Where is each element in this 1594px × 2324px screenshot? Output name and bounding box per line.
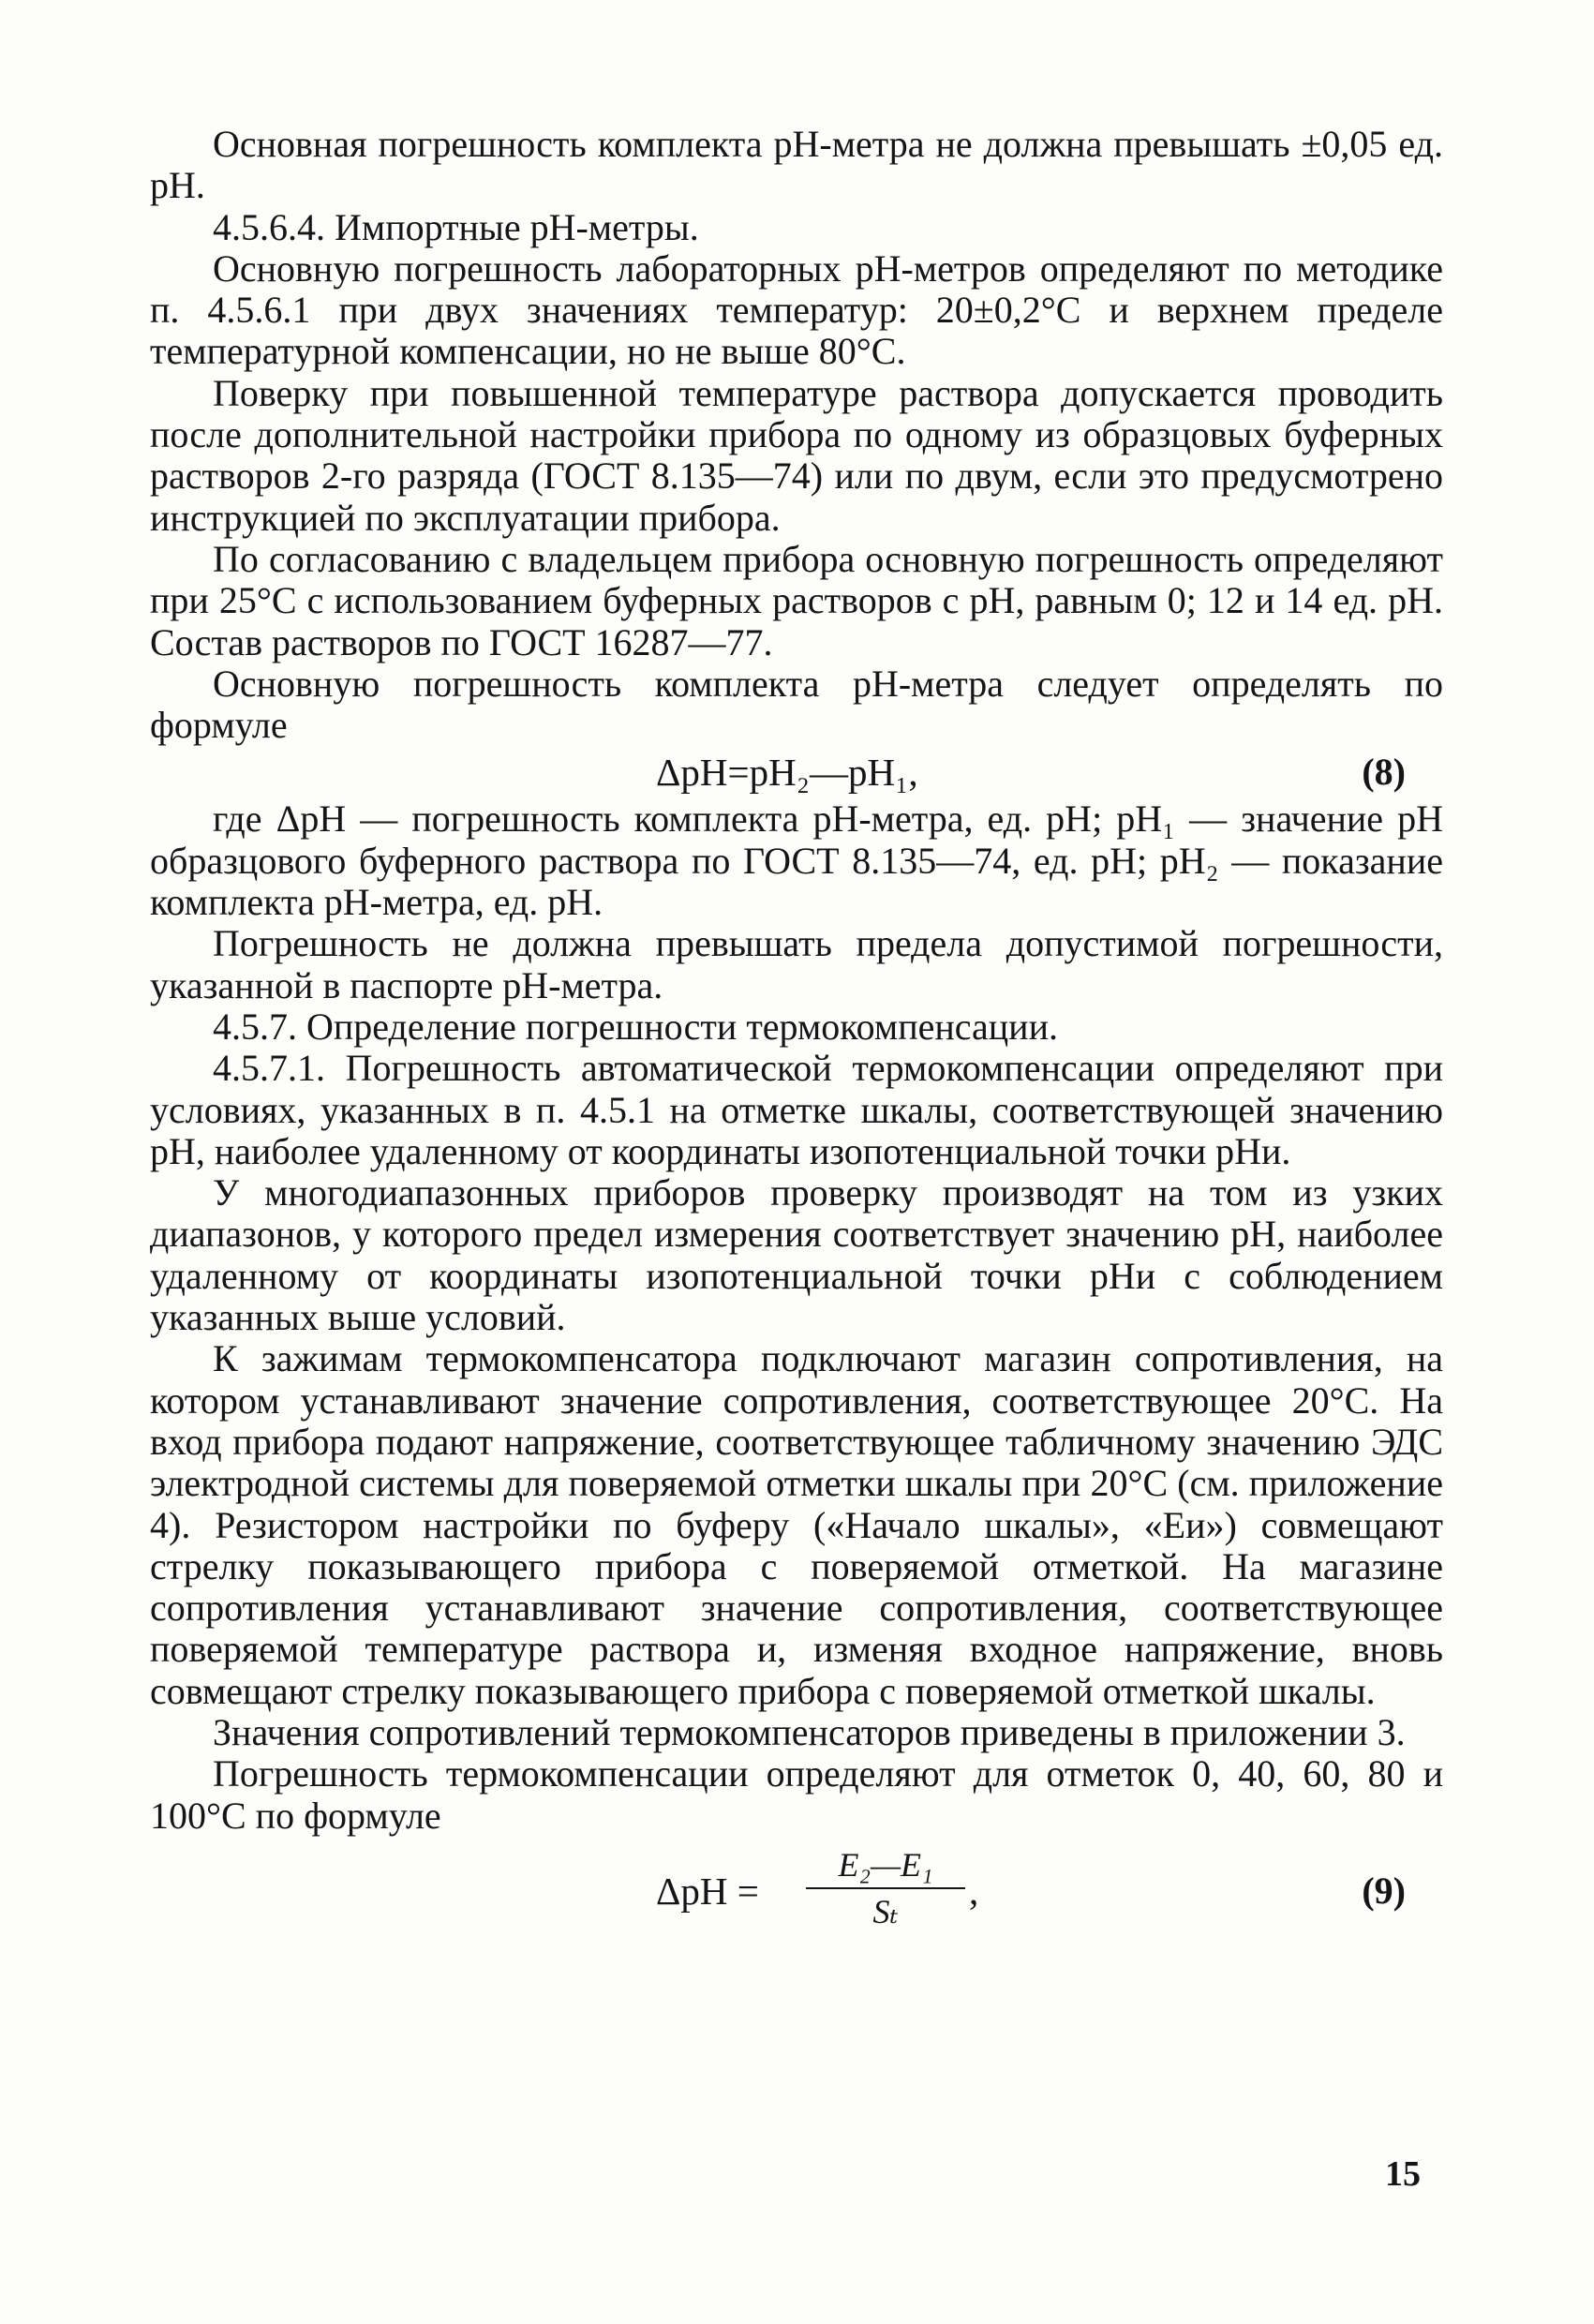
formula-9-lhs: ΔpH = <box>656 1869 759 1913</box>
page-number: 15 <box>1385 2154 1421 2194</box>
page-body <box>150 124 1443 1947</box>
section-heading: 4.5.6.4. Импортные pH-метры. <box>213 205 699 248</box>
paragraph: У многодиапазонных приборов проверку производят на том из узких диапазонов, у которого предел измерения соответствует значению pH, наиболее удаленному от координаты изопотенциальной точки pHи с соблюдением указанных выше условий. <box>150 1171 1443 1339</box>
formula-9-denominator: Sₜ <box>872 1893 899 1931</box>
paragraph: Основная погрешность комплекта pH-метра не должна превышать ±0,05 ед. pH. <box>150 123 1443 207</box>
paragraph: К зажимам термокомпенсатора подключают магазин сопротивления, на котором устанавливают значение сопротивления, соответствующее 20°C. На вход прибора подают напряжение, соответствующее табличному значению ЭДС электродной системы для поверяемой отметки шкалы при 20°C (см. приложение 4). Резистором настройки по буферу («Начало шкалы», «Eи») совмещают стрелку показывающего прибора с поверяемой отметкой. На магазине сопротивления устанавливают значение сопротивления, соответствующее поверяемой температуре раствора и, изменяя входное напряжение, вновь совмещают стрелку показывающего прибора с поверяемой отметкой шкалы. <box>150 1337 1443 1712</box>
formula-9-comma: , <box>969 1869 979 1913</box>
formula-8 <box>150 746 1443 798</box>
paragraph: 4.5.7.1. Погрешность автоматической термокомпенсации определяют при условиях, указанных в п. 4.5.1 на отметке шкалы, соответствующей значению pH, наиболее удаленному от координаты изопотенциальной точки pHи. <box>150 1047 1443 1172</box>
formula-9-number: (9) <box>1362 1869 1406 1912</box>
formula-9-fraction <box>806 1844 965 1933</box>
paragraph: Значения сопротивлений термокомпенсаторов приведены в приложении 3. <box>213 1710 1406 1753</box>
formula-8-number: (8) <box>1362 751 1406 794</box>
paragraph: Основную погрешность лабораторных pH-метров определяют по методике п. 4.5.6.1 при двух значениях температур: 20±0,2°C и верхнем пределе температурной компенсации, но не выше 80°C. <box>150 246 1443 373</box>
formula-9-numerator: E₂—E₁ <box>806 1844 965 1889</box>
formula-9 <box>150 1844 1443 1947</box>
paragraph: Погрешность термокомпенсации определяют для отметок 0, 40, 60, 80 и 100°C по формуле <box>150 1752 1443 1837</box>
paragraph: где ΔpH — погрешность комплекта pH-метра, ед. pH; pH₁ — значение pH образцового буферного раствора по ГОСТ 8.135—74, ед. pH; pH₂ — показание комплекта pH-метра, ед. pH. <box>150 797 1443 924</box>
paragraph: Погрешность не должна превышать предела допустимой погрешности, указанной в паспорте pH-метра. <box>150 922 1443 1006</box>
paragraph: По согласованию с владельцем прибора основную погрешность определяют при 25°C с использованием буферных растворов с pH, равным 0; 12 и 14 ед. pH. Состав растворов по ГОСТ 16287—77. <box>150 537 1443 663</box>
paragraph: Поверку при повышенной температуре раствора допускается проводить после дополнительной настройки прибора по одному из образцовых буферных растворов 2-го разряда (ГОСТ 8.135—74) или по двум, если это предусмотрено инструкцией по эксплуатации прибора. <box>150 371 1443 539</box>
paragraph: Основную погрешность комплекта pH-метра следует определять по формуле <box>150 662 1443 747</box>
section-heading: 4.5.7. Определение погрешности термокомпенсации. <box>213 1005 1058 1048</box>
formula-8-expression: ΔpH=pH₂—pH₁, <box>656 751 918 795</box>
